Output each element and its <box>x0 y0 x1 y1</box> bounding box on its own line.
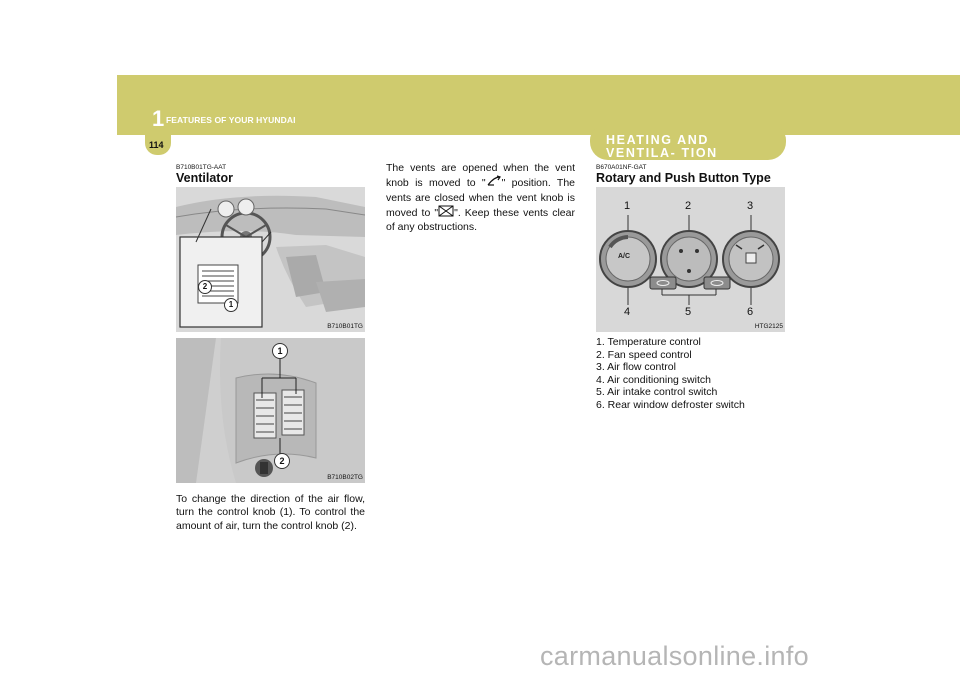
figure-label-5: 5 <box>685 306 692 318</box>
callout-2: 2 <box>198 280 212 294</box>
figure-label-2: 2 <box>685 200 692 212</box>
ac-label: A/C <box>618 253 631 260</box>
ventilator-section-code: B710B01TG-AAT <box>176 164 227 171</box>
side-vent-illustration <box>176 338 365 483</box>
figure-code: HTG2125 <box>754 323 783 330</box>
dashboard-figure <box>176 187 365 332</box>
figure-code: B710B01TG <box>327 323 363 330</box>
list-item: 6. Rear window defroster switch <box>596 398 745 411</box>
heating-heading: Rotary and Push Button Type <box>596 171 771 185</box>
list-item: 1. Temperature control <box>596 336 701 348</box>
ventilator-body: To change the direction of the air flow, turn the control knob (1). To control the amount of air, turn the control knob (2). <box>176 493 365 532</box>
ventilator-heading: Ventilator <box>176 171 233 185</box>
section-title: HEATING AND VENTILA- TION <box>606 133 718 160</box>
vent-closed-icon <box>438 205 454 221</box>
heating-section-code: B670A01NF-GAT <box>596 164 647 171</box>
climate-control-figure <box>596 187 785 332</box>
callout-1: 1 <box>224 298 238 312</box>
figure-label-1: 1 <box>624 200 631 212</box>
watermark: carmanualsonline.info <box>540 641 809 671</box>
list-item: 5. Air intake control switch <box>596 386 718 399</box>
vent-text-3: ". Keep these vents clear of any obstructions. <box>386 206 575 234</box>
list-item: 4. Air conditioning switch <box>596 373 711 386</box>
side-vent-figure <box>176 338 365 483</box>
figure-label-6: 6 <box>747 306 754 318</box>
vent-description <box>386 162 575 234</box>
dashboard-illustration <box>176 187 365 332</box>
callout-1: 1 <box>272 343 288 359</box>
chapter-title: FEATURES OF YOUR HYUNDAI <box>166 115 296 125</box>
list-item: 2. Fan speed control <box>596 348 692 361</box>
figure-label-4: 4 <box>624 306 631 318</box>
vent-text-2: " position. The vents are closed when the vent knob is moved to " <box>386 177 575 219</box>
page-number: 114 <box>149 140 164 150</box>
callout-2: 2 <box>274 453 290 469</box>
vent-text-1: The vents are opened when the vent knob is moved to " <box>386 162 575 190</box>
list-item: 3. Air flow control <box>596 361 676 374</box>
header-band <box>117 75 960 135</box>
chapter-number: 1 <box>152 106 165 131</box>
figure-label-3: 3 <box>747 200 754 212</box>
control-list <box>596 336 745 412</box>
figure-code: B710B02TG <box>327 474 363 481</box>
vent-open-icon <box>486 175 502 191</box>
